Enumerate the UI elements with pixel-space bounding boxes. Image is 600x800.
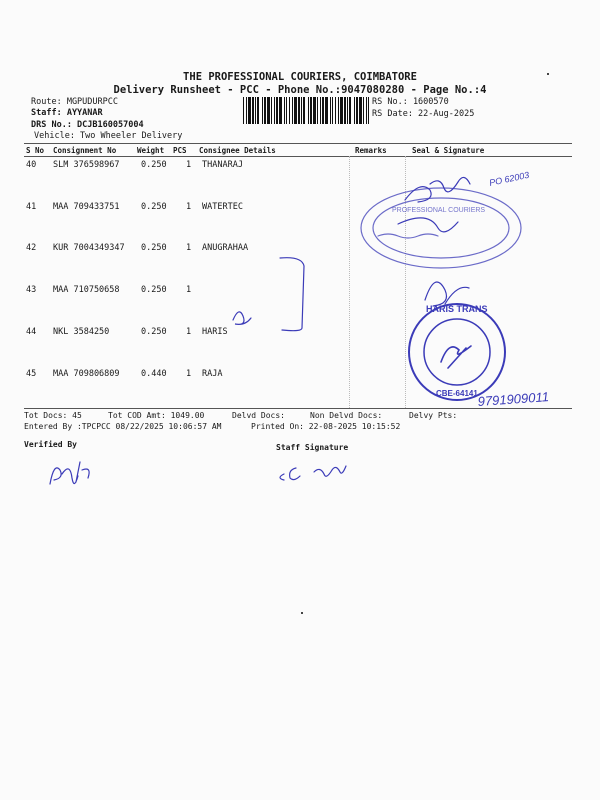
barcode: [243, 97, 369, 124]
row-pcs: 1: [186, 327, 192, 337]
row-consignment: NKL 3584250: [53, 327, 110, 337]
column-divider: [405, 156, 406, 408]
staff-signature-label: Staff Signature: [276, 443, 349, 452]
row-weight: 0.250: [141, 202, 167, 212]
signature-scribble: [398, 218, 458, 232]
row-sno: 43: [26, 285, 37, 295]
row-consignee: WATERTEC: [202, 202, 243, 212]
verified-by-label: Verified By: [24, 440, 77, 449]
col-sno: S No: [26, 146, 45, 155]
col-pcs: PCS: [173, 146, 187, 155]
row-consignee: THANARAJ: [202, 160, 243, 170]
stamp-round-code: CBE-64141: [436, 389, 478, 398]
stamp-oval-text: PROFESSIONAL COURIERS: [392, 207, 486, 214]
tot-cod-amt: Tot COD Amt: 1049.00: [108, 411, 205, 420]
col-weight: Weight: [137, 146, 165, 155]
handwritten-bracket: [280, 258, 304, 331]
drs-number: DRS No.: DCJB160057004: [31, 120, 144, 130]
row-weight: 0.250: [141, 160, 167, 170]
col-consignee: Consignee Details: [199, 146, 276, 155]
row-consignment: MAA 709806809: [53, 369, 120, 379]
tot-docs: Tot Docs: 45: [24, 411, 82, 420]
row-sno: 42: [26, 243, 37, 253]
non-delvd-docs: Non Delvd Docs:: [310, 411, 383, 420]
runsheet-subtitle: Delivery Runsheet - PCC - Phone No.:9047080280 - Page No.:4: [113, 84, 487, 96]
rs-number: RS No.: 1600570: [372, 97, 449, 107]
row-consignment: SLM 376598967: [53, 160, 120, 170]
rs-date: RS Date: 22-Aug-2025: [372, 109, 475, 119]
column-divider: [349, 156, 350, 408]
row-consignment: KUR 7004349347: [53, 243, 125, 253]
staff-label: Staff: AYYANAR: [31, 108, 103, 118]
col-seal: Seal & Signature: [412, 146, 485, 155]
row-consignee: ANUGRAHAA: [202, 243, 249, 253]
row-sno: 45: [26, 369, 37, 379]
row-pcs: 1: [186, 202, 192, 212]
row-weight: 0.250: [141, 285, 167, 295]
oval-stamp: [361, 188, 521, 268]
table-bottom-rule: [24, 408, 572, 409]
signature-scribble: [405, 177, 470, 202]
row-pcs: 1: [186, 369, 192, 379]
row-sno: 41: [26, 202, 37, 212]
row-pcs: 1: [186, 285, 192, 295]
delvy-pts: Delvy Pts:: [409, 411, 458, 420]
handwritten-phone: 9791909011: [477, 389, 550, 409]
round-stamp: [409, 304, 505, 400]
row-pcs: 1: [186, 160, 192, 170]
row-sno: 40: [26, 160, 37, 170]
route-label: Route: MGPUDURPCC: [31, 97, 118, 107]
row-consignment: MAA 710750658: [53, 285, 120, 295]
col-remarks: Remarks: [355, 146, 387, 155]
row-weight: 0.440: [141, 369, 167, 379]
header-bottom-rule: [24, 156, 572, 157]
row-pcs: 1: [186, 243, 192, 253]
row-consignee: HARIS: [202, 327, 228, 337]
entered-by: Entered By :TPCPCC 08/22/2025 10:06:57 AM: [24, 422, 222, 431]
signature-scribble: [425, 282, 469, 306]
vehicle-label: Vehicle: Two Wheeler Delivery: [34, 131, 183, 141]
col-consignment: Consignment No: [53, 146, 117, 155]
header-top-rule: [24, 143, 572, 144]
row-weight: 0.250: [141, 243, 167, 253]
handwritten-pin: PO 62003: [488, 169, 531, 188]
scan-dot: [547, 73, 549, 75]
row-consignment: MAA 709433751: [53, 202, 120, 212]
delvd-docs: Delvd Docs:: [232, 411, 285, 420]
row-weight: 0.250: [141, 327, 167, 337]
staff-signature: [280, 466, 346, 480]
printed-on: Printed On: 22-08-2025 10:15:52: [251, 422, 401, 431]
row-consignee: RAJA: [202, 369, 223, 379]
row-sno: 44: [26, 327, 37, 337]
verified-signature: [50, 462, 89, 484]
company-title: THE PROFESSIONAL COURIERS, COIMBATORE: [183, 71, 417, 83]
stamp-round-text: HARIS TRANS: [426, 304, 488, 314]
scan-dot: [301, 612, 303, 614]
handwritten-scribble: [233, 312, 251, 325]
